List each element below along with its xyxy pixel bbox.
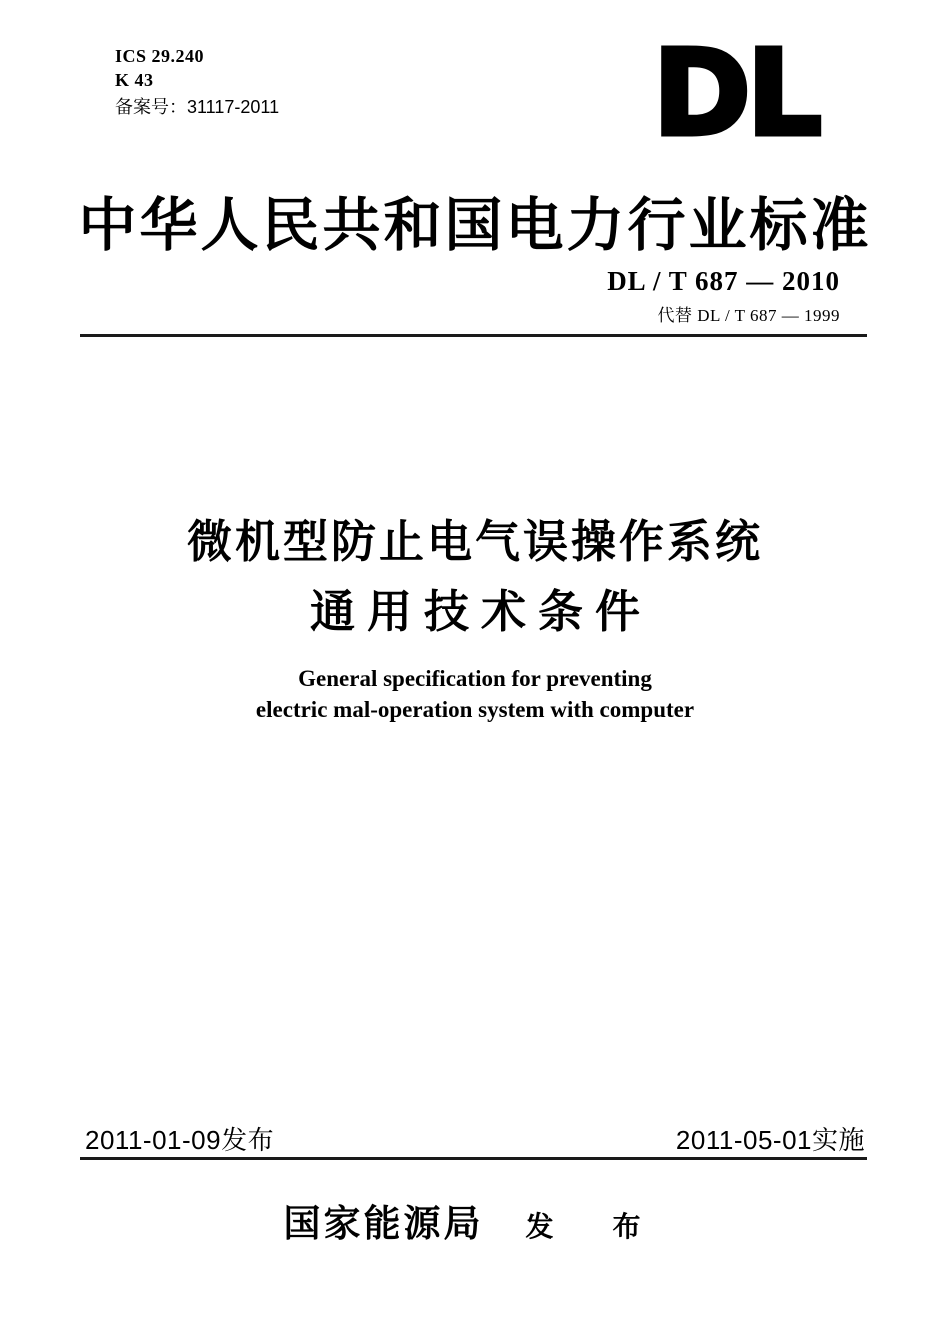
standard-number: DL / T 687 — 2010: [607, 266, 840, 296]
dl-logo: DL: [652, 24, 818, 162]
publish-label: 发 布: [525, 1212, 667, 1243]
document-title-en: [0, 663, 950, 725]
document-title-en-line1: General specification for preventing: [298, 666, 652, 691]
standard-number-block: [607, 266, 840, 326]
implement-date: 2011-05-01实施: [675, 1125, 865, 1155]
ics-code: ICS 29.240: [115, 46, 205, 66]
publisher-name: 国家能源局: [283, 1204, 484, 1245]
issue-date: 2011-01-09发布: [85, 1125, 275, 1155]
replaces-note: 代替 DL / T 687 — 1999: [657, 306, 840, 325]
filing-number: 备案号：31117-2011: [115, 97, 280, 117]
meta-block: [115, 44, 279, 119]
dates-row: [85, 1120, 865, 1157]
document-title-cn-line1: 微机型防止电气误操作系统: [186, 516, 763, 567]
category-code: K 43: [115, 70, 154, 90]
top-divider: [80, 334, 867, 337]
bottom-divider: [80, 1157, 867, 1160]
publisher-row: [0, 1193, 950, 1247]
standard-series-title: 中华人民共和国电力行业标准: [78, 193, 872, 258]
document-title-cn-line2: 通用技术条件: [309, 586, 652, 637]
document-title-en-line2: electric mal-operation system with computer: [255, 697, 695, 722]
